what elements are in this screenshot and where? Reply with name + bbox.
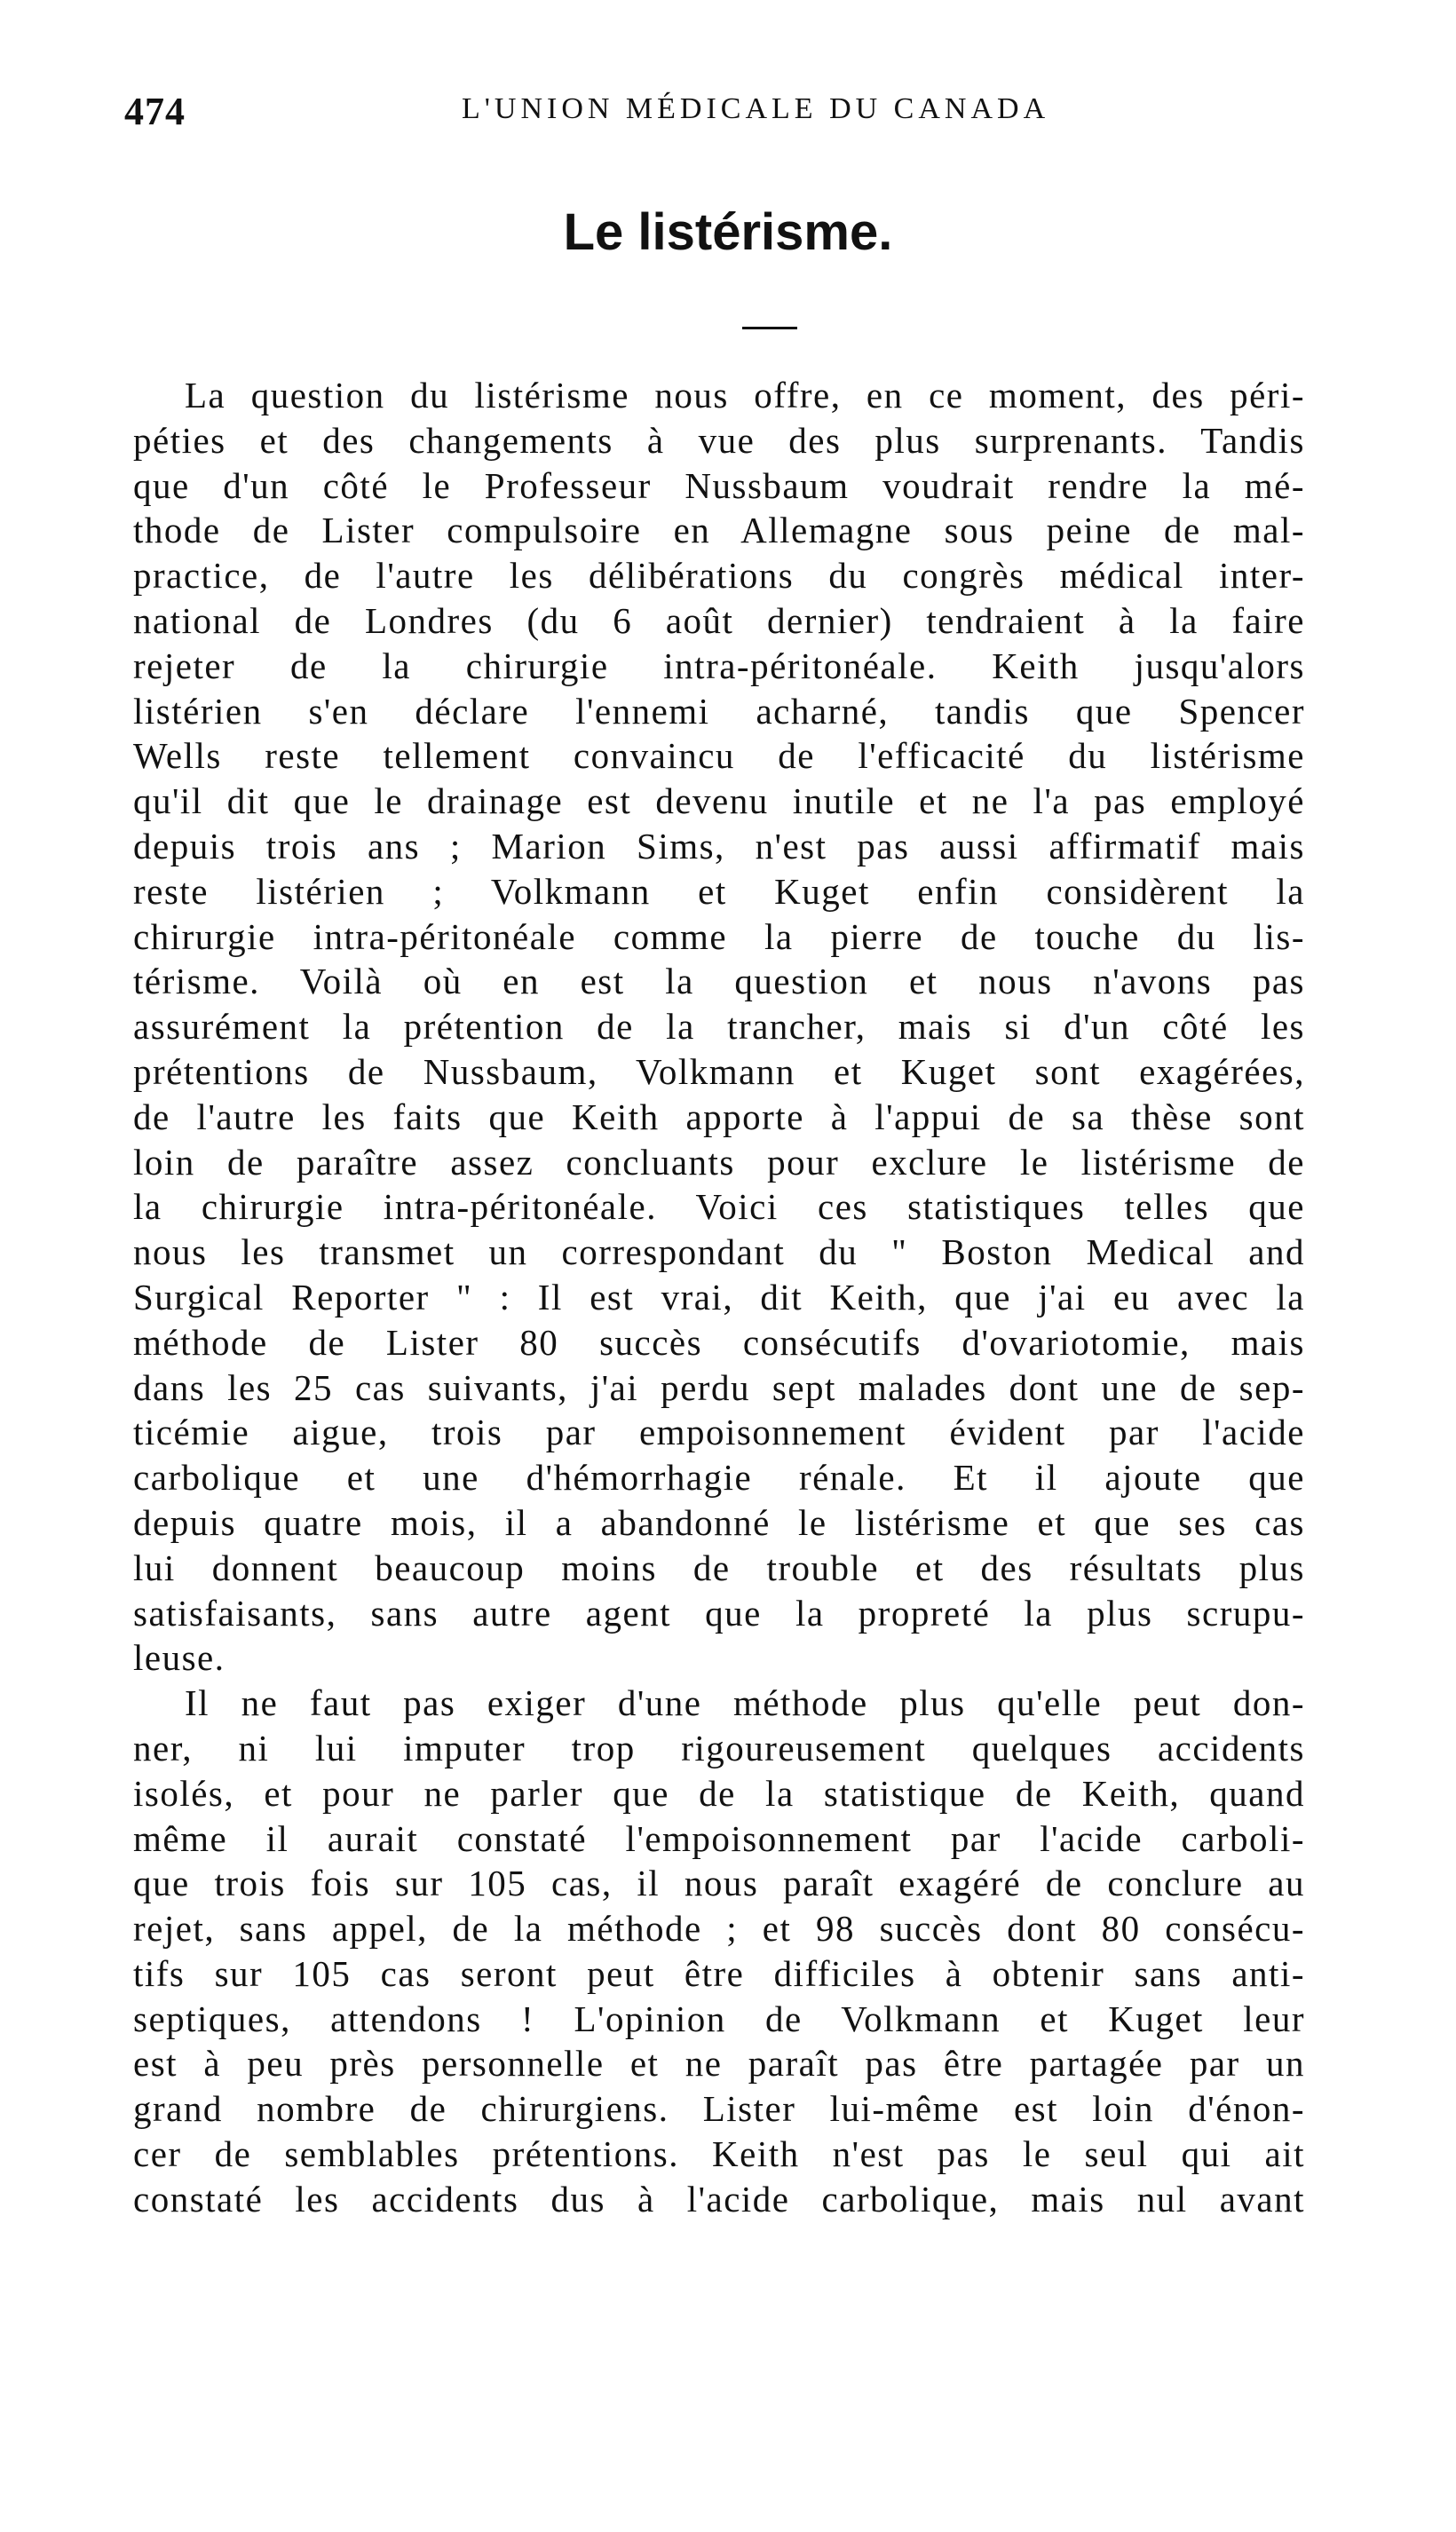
text-line: méthode de Lister 80 succès consécutifs d'ovariotomie, mais	[133, 1321, 1305, 1363]
text-line: carbolique et une d'hémorrhagie rénale. Et il ajoute que	[133, 1457, 1305, 1499]
text-line: Wells reste tellement convaincu de l'efficacité du listérisme	[133, 735, 1305, 777]
text-line: la chirurgie intra-péritonéale. Voici ces statistiques telles que	[133, 1186, 1305, 1228]
text-line: isolés, et pour ne parler que de la statistique de Keith, quand	[133, 1772, 1305, 1814]
text-line: rejet, sans appel, de la méthode ; et 98 succès dont 80 consécu-	[133, 1908, 1305, 1950]
text-line: assurément la prétention de la trancher, mais si d'un côté les	[133, 1006, 1305, 1048]
text-line: ticémie aigue, trois par empoisonnement évident par l'acide	[133, 1412, 1305, 1453]
text-line: Il ne faut pas exiger d'une méthode plus qu'elle peut don-	[185, 1682, 1305, 1724]
text-line: practice, de l'autre les délibérations du congrès médical inter-	[133, 555, 1305, 597]
text-line: loin de paraître assez concluants pour exclure le listérisme de	[133, 1141, 1305, 1183]
text-line: térisme. Voilà où en est la question et nous n'avons pas	[133, 961, 1305, 1002]
text-line: que d'un côté le Professeur Nussbaum voudrait rendre la mé-	[133, 464, 1305, 506]
title-rule	[742, 327, 797, 329]
text-line: Surgical Reporter " : Il est vrai, dit Keith, que j'ai eu avec la	[133, 1276, 1305, 1317]
text-line: grand nombre de chirurgiens. Lister lui-même est loin d'énon-	[133, 2088, 1305, 2130]
text-line: nous les transmet un correspondant du " Boston Medical and	[133, 1231, 1305, 1273]
article-title: Le listérisme.	[563, 203, 893, 261]
text-line: prétentions de Nussbaum, Volkmann et Kuget sont exagérées,	[133, 1050, 1305, 1092]
text-line: rejeter de la chirurgie intra-péritonéale. Keith jusqu'alors	[133, 645, 1305, 686]
text-line: depuis trois ans ; Marion Sims, n'est pas aussi affirmatif mais	[133, 825, 1305, 866]
text-line: national de Londres (du 6 août dernier) tendraient à la faire	[133, 599, 1305, 641]
text-line: est à peu près personnelle et ne paraît pas être partagée par un	[133, 2043, 1305, 2085]
paragraph-2	[133, 1681, 1305, 2222]
text-line: tifs sur 105 cas seront peut être difficiles à obtenir sans anti-	[133, 1952, 1305, 1994]
text-line: depuis quatre mois, il a abandonné le listérisme et que ses cas	[133, 1501, 1305, 1543]
page-number: 474	[124, 90, 186, 133]
text-line: La question du listérisme nous offre, en ce moment, des péri-	[185, 375, 1305, 415]
running-head	[124, 89, 1341, 142]
text-line: lui donnent beaucoup moins de trouble et des résultats plus	[133, 1547, 1305, 1588]
text-line: chirurgie intra-péritonéale comme la pierre de touche du lis-	[133, 915, 1305, 957]
text-line: péties et des changements à vue des plus surprenants. Tandis	[133, 419, 1305, 461]
text-line: même il aurait constaté l'empoisonnement par l'acide carboli-	[133, 1817, 1305, 1859]
text-line: ner, ni lui imputer trop rigoureusement quelques accidents	[133, 1727, 1305, 1768]
text-line: de l'autre les faits que Keith apporte à l'appui de sa thèse sont	[133, 1096, 1305, 1137]
text-line: que trois fois sur 105 cas, il nous paraît exagéré de conclure au	[133, 1863, 1305, 1904]
text-line: leuse.	[133, 1637, 226, 1679]
text-line: constaté les accidents dus à l'acide carbolique, mais nul avant	[133, 2178, 1305, 2219]
text-line: listérien s'en déclare l'ennemi acharné, tandis que Spencer	[133, 690, 1305, 732]
text-line: dans les 25 cas suivants, j'ai perdu sept malades dont une de sep-	[133, 1366, 1305, 1408]
text-line: qu'il dit que le drainage est devenu inutile et ne l'a pas employé	[133, 780, 1305, 822]
article-body	[133, 373, 1305, 2222]
text-line: reste listérien ; Volkmann et Kuget enfin considèrent la	[133, 870, 1305, 912]
text-line: satisfaisants, sans autre agent que la propreté la plus scrupu-	[133, 1592, 1305, 1634]
journal-title: L'UNION MÉDICALE DU CANADA	[462, 92, 1050, 125]
text-line: thode de Lister compulsoire en Allemagne sous peine de mal-	[133, 510, 1305, 551]
text-line: cer de semblables prétentions. Keith n'est pas le seul qui ait	[133, 2133, 1305, 2175]
text-line: septiques, attendons ! L'opinion de Volkmann et Kuget leur	[133, 1998, 1305, 2039]
paragraph-1	[133, 373, 1305, 1681]
